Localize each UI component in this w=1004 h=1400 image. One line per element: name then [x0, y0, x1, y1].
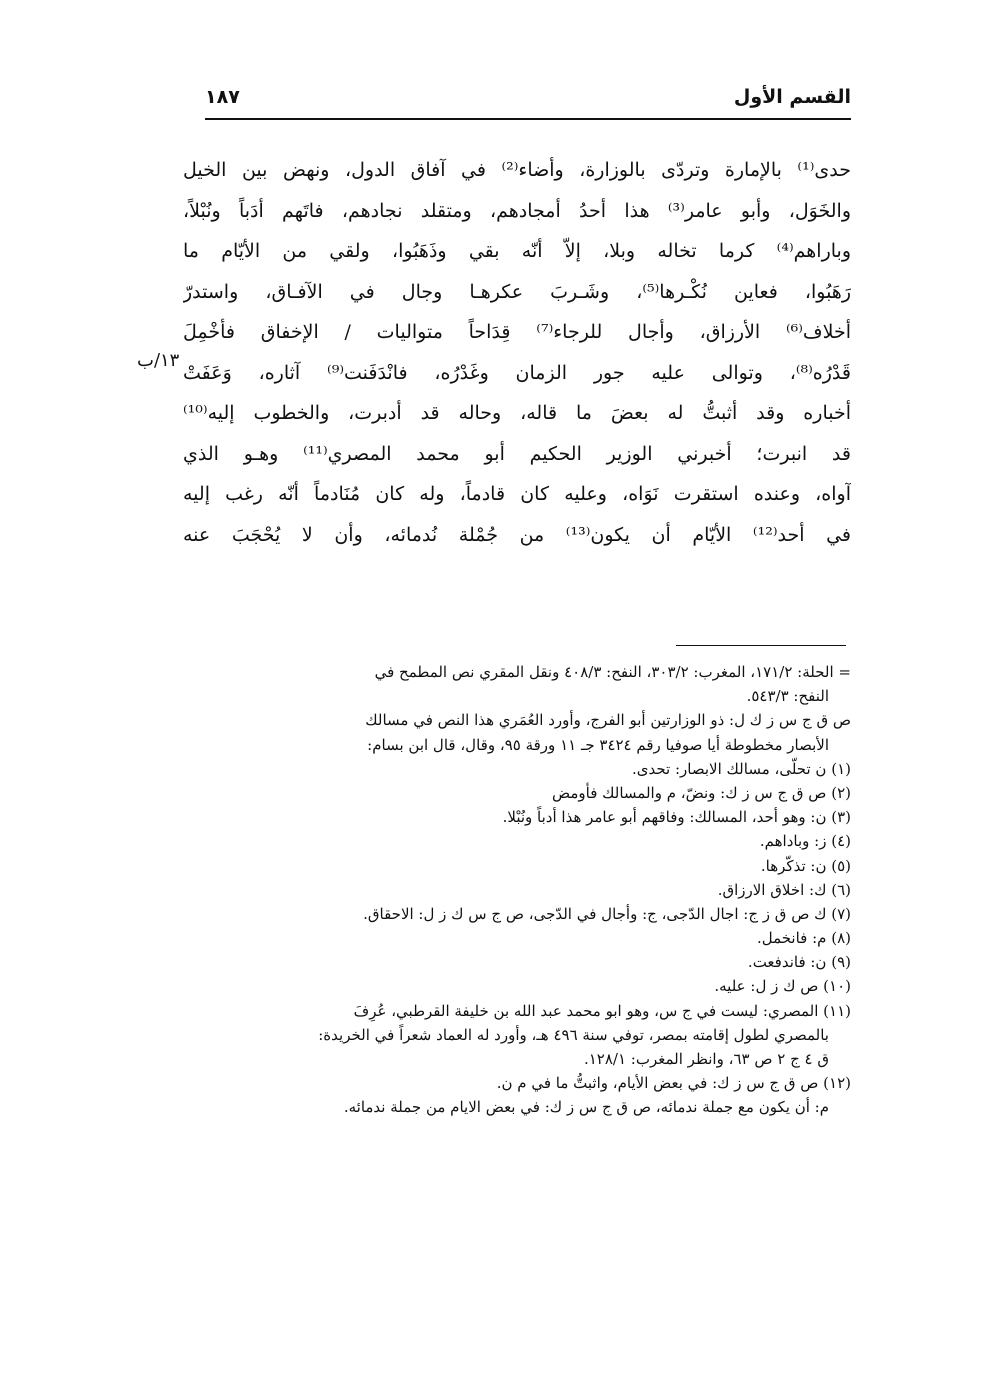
text-line: أخباره وقد أثبتُّ له بعضَ ما قاله، وحاله قد أدبرت، والخطوب إليه⁽¹⁰⁾ [183, 402, 851, 424]
footnote-line: ص ق ج س ز ك ل: ذو الوزارتين أبو الفرج، وأورد العُمَري هذا النص في مسالك [365, 711, 851, 730]
footnote-line: (١) ن تحلّى، مسالك الابصار: تحدى. [631, 759, 851, 778]
footnote-line: (١٠) ص ك ز ل: عليه. [714, 977, 851, 996]
text-line: قد انبرت؛ أخبرني الوزير الحكيم أبو محمد المصري⁽¹¹⁾ وهـو الذي [183, 442, 851, 465]
footnote-line: بالمصري لطول إقامته بمصر، توفي سنة ٤٩٦ هـ، وأورد له العماد شعراً في الخريدة: [318, 1025, 829, 1044]
footnote-line: (٦) ك: اخلاق الارزاق. [717, 880, 851, 899]
text-line: رَهَبُوا، فعاين نُكْـرها⁽⁵⁾، وشَـربَ عكرهـا وجال في الآفـاق، واستدرّ [183, 280, 851, 303]
footnotes [200, 660, 851, 1120]
footnote-line: (٧) ك ص ق ز ج: اجال الدّجى، ج: وأجال في الدّجى، ص ج س ك ز ل: الاحقاق. [363, 904, 851, 923]
text-line: والخَوَل، وأبو عامر⁽³⁾ هذا أحدُ أمجادهم، ومتقلد نجادهم، فاتَهم أدَباً ونُبْلاً، [183, 199, 851, 222]
footnote-line: (٤) ز: وباداهم. [759, 832, 851, 851]
text-line: قَدْرُه⁽⁸⁾، وتوالى عليه جور الزمان وغَدْرُه، فانْدَفَنت⁽⁹⁾ آثاره، وَعَفَتْ [183, 361, 851, 384]
footnote-line: (٥) ن: تذكّرها. [760, 856, 851, 875]
footnote-line: م: أن يكون مع جملة ندمائه، ص ق ج س ز ك: في بعض الايام من جملة ندمائه. [343, 1098, 829, 1117]
footnote-line: (٨) م: فانخمل. [756, 929, 851, 948]
footnote-separator [676, 645, 846, 646]
text-line: في أحد⁽¹²⁾ الأيّام أن يكون⁽¹³⁾ من جُمْلة نُدمائه، وأن لا يُحْجَبَ عنه [183, 523, 851, 546]
footnote-line: الأبصار مخطوطة أيا صوفيا رقم ٣٤٢٤ جـ ١١ ورقة ٩٥، وقال، قال ابن بسام: [367, 735, 829, 754]
text-line: آواه، وعنده استقرت نَوَاه، وعليه كان قادماً، وله كان مُنَادماً أنّه رغب إليه [183, 483, 851, 505]
running-head [205, 86, 851, 116]
footnote-line: (٣) ن: وهو أحد، المسالك: وفاقهم أبو عامر هذا أدباً ونُبْلا. [502, 808, 851, 827]
section-title: القسم الأول [733, 86, 851, 108]
folio-margin-note: ١٣/ب [137, 350, 180, 371]
footnote-line: النفح: ٥٤٣/٣. [746, 687, 829, 706]
footnote-line: (٢) ص ق ج س ز ك: ونضّ، م والمسالك فأومض [551, 783, 851, 802]
text-line: حدى⁽¹⁾ بالإمارة وتردّى بالوزارة، وأضاء⁽²⁾ في آفاق الدول، ونهض بين الخيل [183, 159, 851, 181]
header-rule [205, 118, 851, 120]
main-text [183, 150, 851, 555]
footnote-line: ق ٤ ج ٢ ص ٦٣، وانظر المغرب: ١٢٨/١. [583, 1050, 829, 1068]
text-line: أخلاف⁽⁶⁾ الأرزاق، وأجال للرجاء⁽⁷⁾ قِدَاحاً متواليات / الإخفاق فأخْمِلَ [183, 321, 851, 343]
page-number: ١٨٧ [205, 86, 240, 108]
footnote-line: = الحلة: ١٧١/٢، المغرب: ٣٠٣/٢، النفح: ٤٠٨/٣ ونقل المقري نص المطمح في [374, 663, 851, 681]
footnote-line: (١١) المصري: ليست في ج س، وهو ابو محمد عبد الله بن خليفة القرطبي، عُرِفَ [353, 1001, 851, 1020]
footnote-line: (١٢) ص ق ج س ز ك: في بعض الأيام، واثبتُّ ما في م ن. [496, 1074, 851, 1093]
text-line: وباراهم⁽⁴⁾ كرما تخاله وبلا، إلاّ أنّه بقي وذَهَبُوا، ولقي من الأيّام ما [183, 240, 851, 262]
footnote-line: (٩) ن: فاندفعت. [747, 953, 851, 972]
